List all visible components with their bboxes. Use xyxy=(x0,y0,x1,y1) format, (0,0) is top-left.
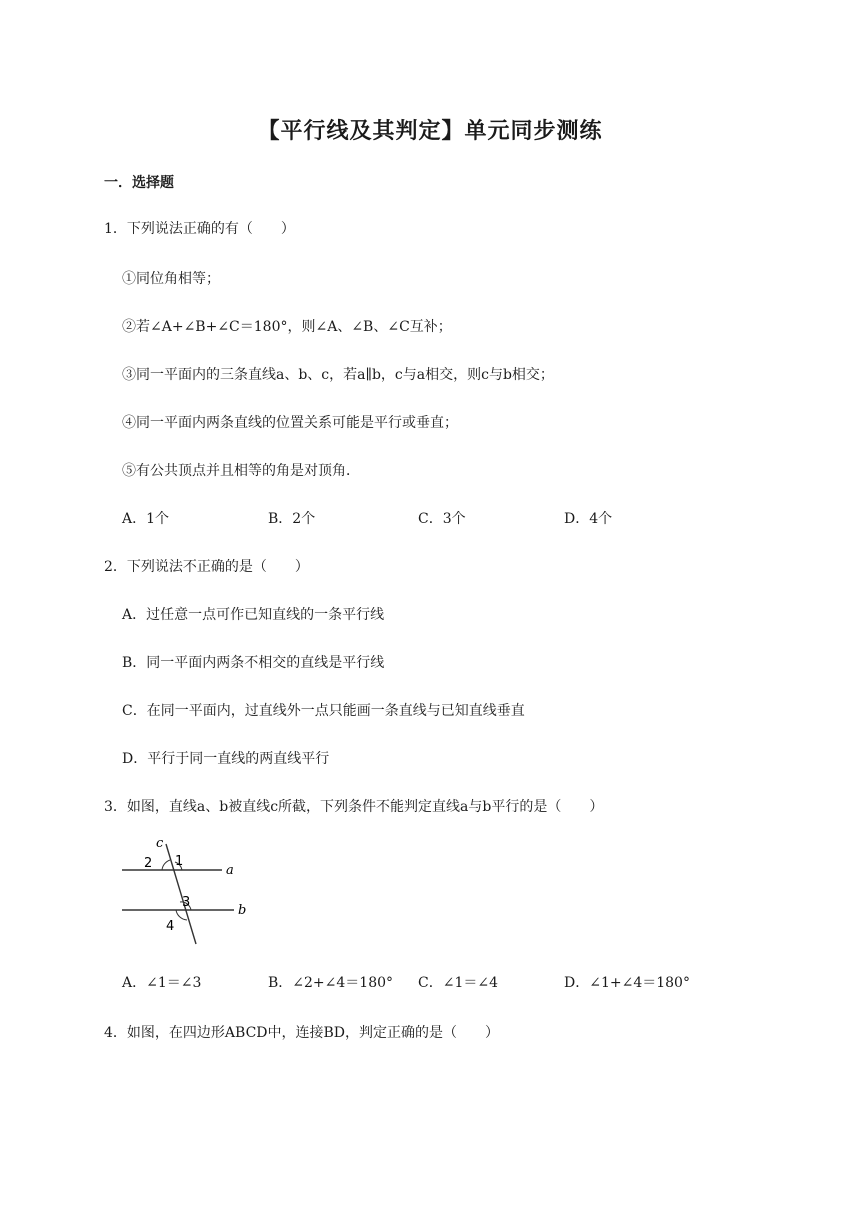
q1-option-c: C．3个 xyxy=(418,511,466,527)
label-2: 2 xyxy=(144,856,153,871)
q1-option-a: A．1个 xyxy=(122,511,170,527)
label-3: 3 xyxy=(182,895,191,910)
q1-item-4: ④同一平面内两条直线的位置关系可能是平行或垂直； xyxy=(122,415,458,431)
q3-stem: 3．如图，直线a、b被直线c所截，下列条件不能判定直线a与b平行的是（ ） xyxy=(104,799,604,815)
label-a: a xyxy=(226,863,234,878)
q4-stem: 4．如图，在四边形ABCD中，连接BD，判定正确的是（ ） xyxy=(104,1025,500,1041)
q1-item-5: ⑤有公共顶点并且相等的角是对顶角． xyxy=(122,463,360,479)
label-b: b xyxy=(238,903,247,918)
q3-option-c: C．∠1＝∠4 xyxy=(418,975,498,991)
angle-4-arc xyxy=(176,910,187,920)
q2-option-d: D．平行于同一直线的两直线平行 xyxy=(122,751,330,767)
angle-2-arc xyxy=(162,860,170,870)
q3-figure xyxy=(118,836,258,948)
q3-option-b: B．∠2+∠4＝180° xyxy=(268,975,394,991)
section-heading: 一．选择题 xyxy=(104,175,174,191)
q2-stem: 2．下列说法不正确的是（ ） xyxy=(104,559,309,575)
label-1: 1 xyxy=(175,854,184,869)
q1-item-3: ③同一平面内的三条直线a、b、c，若a∥b，c与a相交，则c与b相交； xyxy=(122,367,554,383)
q1-option-b: B．2个 xyxy=(268,511,316,527)
q2-option-a: A．过任意一点可作已知直线的一条平行线 xyxy=(122,607,385,623)
page-title: 【平行线及其判定】单元同步测练 xyxy=(257,119,603,144)
label-c: c xyxy=(156,836,164,851)
q3-option-d: D．∠1+∠4＝180° xyxy=(564,975,690,991)
q1-stem: 1．下列说法正确的有（ ） xyxy=(104,221,295,237)
q1-item-1: ①同位角相等； xyxy=(122,271,220,287)
q2-option-b: B．同一平面内两条不相交的直线是平行线 xyxy=(122,655,385,671)
q3-option-a: A．∠1＝∠3 xyxy=(122,975,202,991)
q1-item-2: ②若∠A+∠B+∠C＝180°，则∠A、∠B、∠C互补； xyxy=(122,319,452,335)
label-4: 4 xyxy=(166,919,175,934)
q1-option-d: D．4个 xyxy=(564,511,613,527)
q2-option-c: C．在同一平面内，过直线外一点只能画一条直线与已知直线垂直 xyxy=(122,703,525,719)
